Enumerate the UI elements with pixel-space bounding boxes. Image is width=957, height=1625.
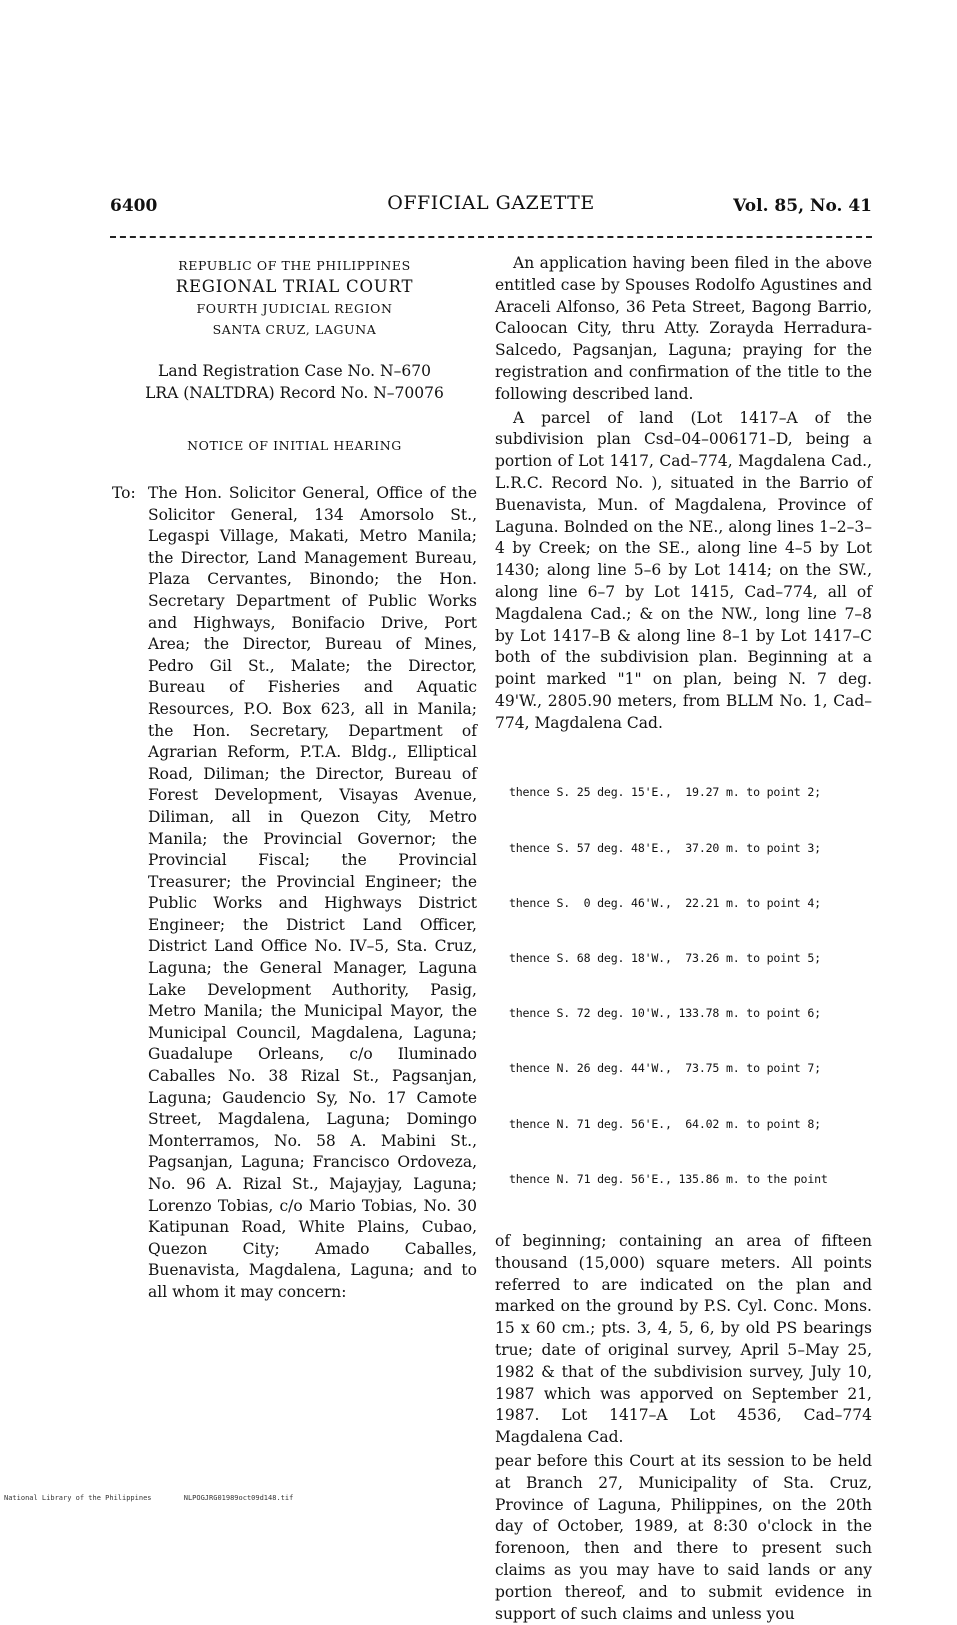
land-description-paragraph: A parcel of land (Lot 1417–A of the subdivision plan Csd–04–006171–D, being a portion of Lot 1417, Cad–774, Magdalena Cad., L.R.C. Record No. ), situated in the Barrio of Buenavista, Mun. of Magdalena, Province of Laguna. Bolnded on the NE., along lines 1–2–3–4 by Creek; on the SE., along line 4–5 by Lot 1430; along line 5–6 by Lot 1414; on the SW., along line 6–7 by Lot 1415, Cad–774, all of Magdalena Cad.; & on the NW., long line 7–8 by Lot 1417–B & along line 8–1 by Lot 1417–C both of the subdivision plan. Beginning at a point marked "1" on plan, being N. 7 deg. 49'W., 2805.90 meters, from BLLM No. 1, Cad–774, Magdalena Cad. [495, 408, 872, 732]
page-number: 6400 [110, 196, 158, 216]
right-column [495, 253, 872, 1625]
bearing-line: thence S. 25 deg. 15'E., 19.27 m. to point 2; [509, 785, 821, 800]
area-paragraph: of beginning; containing an area of fifteen thousand (15,000) square meters. All points referred to are indicated on the plan and marked on the ground by P.S. Cyl. Conc. Mons. 15 x 60 cm.; pts. 3, 4, 5, 6, by old PS bearings true; date of original survey, April 5–May 25, 1982 & that of the subdivision survey, July 10, 1987 which was apporved on September 21, 1987. Lot 1417–A Lot 4536, Cad–774 Magdalena Cad. [495, 1232, 872, 1447]
bearings-table [509, 747, 872, 1226]
to-label: To: [112, 484, 136, 502]
bearing-line: thence S. 68 deg. 18'W., 73.26 m. to point 5; [509, 951, 821, 965]
application-paragraph: An application having been filed in the above entitled case by Spouses Rodolfo Agustines and Araceli Alfonso, 36 Peta Street, Bagong Barrio, Caloocan City, thru Atty. Zorayda Herradura-Salcedo, Pagsanjan, Laguna; praying for the registration and confirmation of the title to the following described land. [495, 254, 872, 403]
library-credit: National Library of the Philippines [4, 1494, 152, 1502]
volume-number: Vol. 85, No. 41 [733, 196, 872, 216]
bearing-line: thence S. 72 deg. 10'W., 133.78 m. to point 6; [509, 1006, 821, 1021]
republic-label: REPUBLIC OF THE PHILIPPINES [178, 258, 411, 273]
gazette-title: OFFICIAL GAZETTE [387, 192, 595, 214]
bearing-line: thence N. 71 deg. 56'E., 64.02 m. to point 8; [509, 1116, 821, 1131]
court-place: SANTA CRUZ, LAGUNA [212, 322, 377, 337]
addressee-list: The Hon. Solicitor General, Office of the Solicitor General, 134 Amorsolo St., Legaspi Village, Makati, Metro Manila; the Director, Land Management Bureau, Plaza Cervantes, Binondo; the Hon. Secretary Department of Public Works and Highways, Bonifacio Drive, Port Area; the Director, Bureau of Mines, Pedro Gil St., Malate; the Director, Bureau of Fisheries and Aquatic Resources, P.O. Box 623, all in Manila; the Hon. Secretary, Department of Agrarian Reform, P.T.A. Bldg., Elliptical Road, Diliman; the Director, Bureau of Forest Development, Visayas Avenue, Diliman, all in Quezon City, Metro Manila; the Provincial Governor; the Provincial Fiscal; the Provincial Treasurer; the Provincial Engineer; the Public Works and Highways District Engineer; the District Land Officer, District Land Office No. IV–5, Sta. Cruz, Laguna; the General Manager, Laguna Lake Development Authority, Pasig, Metro Manila; the Municipal Mayor, the Municipal Council, Magdalena, Laguna; Guadalupe Orleans, c/o Iluminado Caballes No. 38 Rizal St., Pagsanjan, Laguna; Gaudencio Sy, No. 17 Camote Street, Magdalena, Laguna; Domingo Monterramos, No. 58 A. Mabini St., Pagsanjan, Laguna; Francisco Ordoveza, No. 96 A. Rizal St., Majayjay, Laguna; Lorenzo Tobias, c/o Mario Tobias, No. 30 Katipunan Road, White Plains, Cubao, Quezon City; Amado Caballes, Buenavista, Magdalena, Laguna; and to all whom it may concern: [148, 484, 477, 1301]
bearing-line: thence S. 57 deg. 48'E., 37.20 m. to point 3; [509, 840, 821, 855]
scan-footer [4, 1494, 321, 1502]
bearing-line: thence N. 71 deg. 56'E., 135.86 m. to the point [509, 1171, 828, 1186]
court-name: REGIONAL TRIAL COURT [175, 277, 414, 296]
header-rule [110, 236, 872, 238]
notice-title: NOTICE OF INITIAL HEARING [187, 438, 402, 453]
case-number: Land Registration Case No. N–670 [158, 362, 431, 380]
page-header [110, 192, 872, 222]
hearing-paragraph: pear before this Court at its session to be held at Branch 27, Municipality of Sta. Cruz, Province of Laguna, Philippines, on the 20th day of October, 1989, at 8:30 o'clock in the forenoon, then and there to present such claims as you may have to said lands or any portion thereof, and to submit evidence in support of such claims and unless you [495, 1452, 872, 1623]
addressees [112, 483, 477, 1304]
judicial-region: FOURTH JUDICIAL REGION [196, 301, 393, 316]
bearing-line: thence S. 0 deg. 46'W., 22.21 m. to point 4; [509, 895, 821, 910]
record-number: LRA (NALTDRA) Record No. N–70076 [145, 384, 444, 402]
left-column [112, 255, 477, 1304]
scan-filename: NLPOGJRG01989oct09d148.tif [183, 1494, 294, 1502]
bearing-line: thence N. 26 deg. 44'W., 73.75 m. to point 7; [509, 1061, 821, 1076]
